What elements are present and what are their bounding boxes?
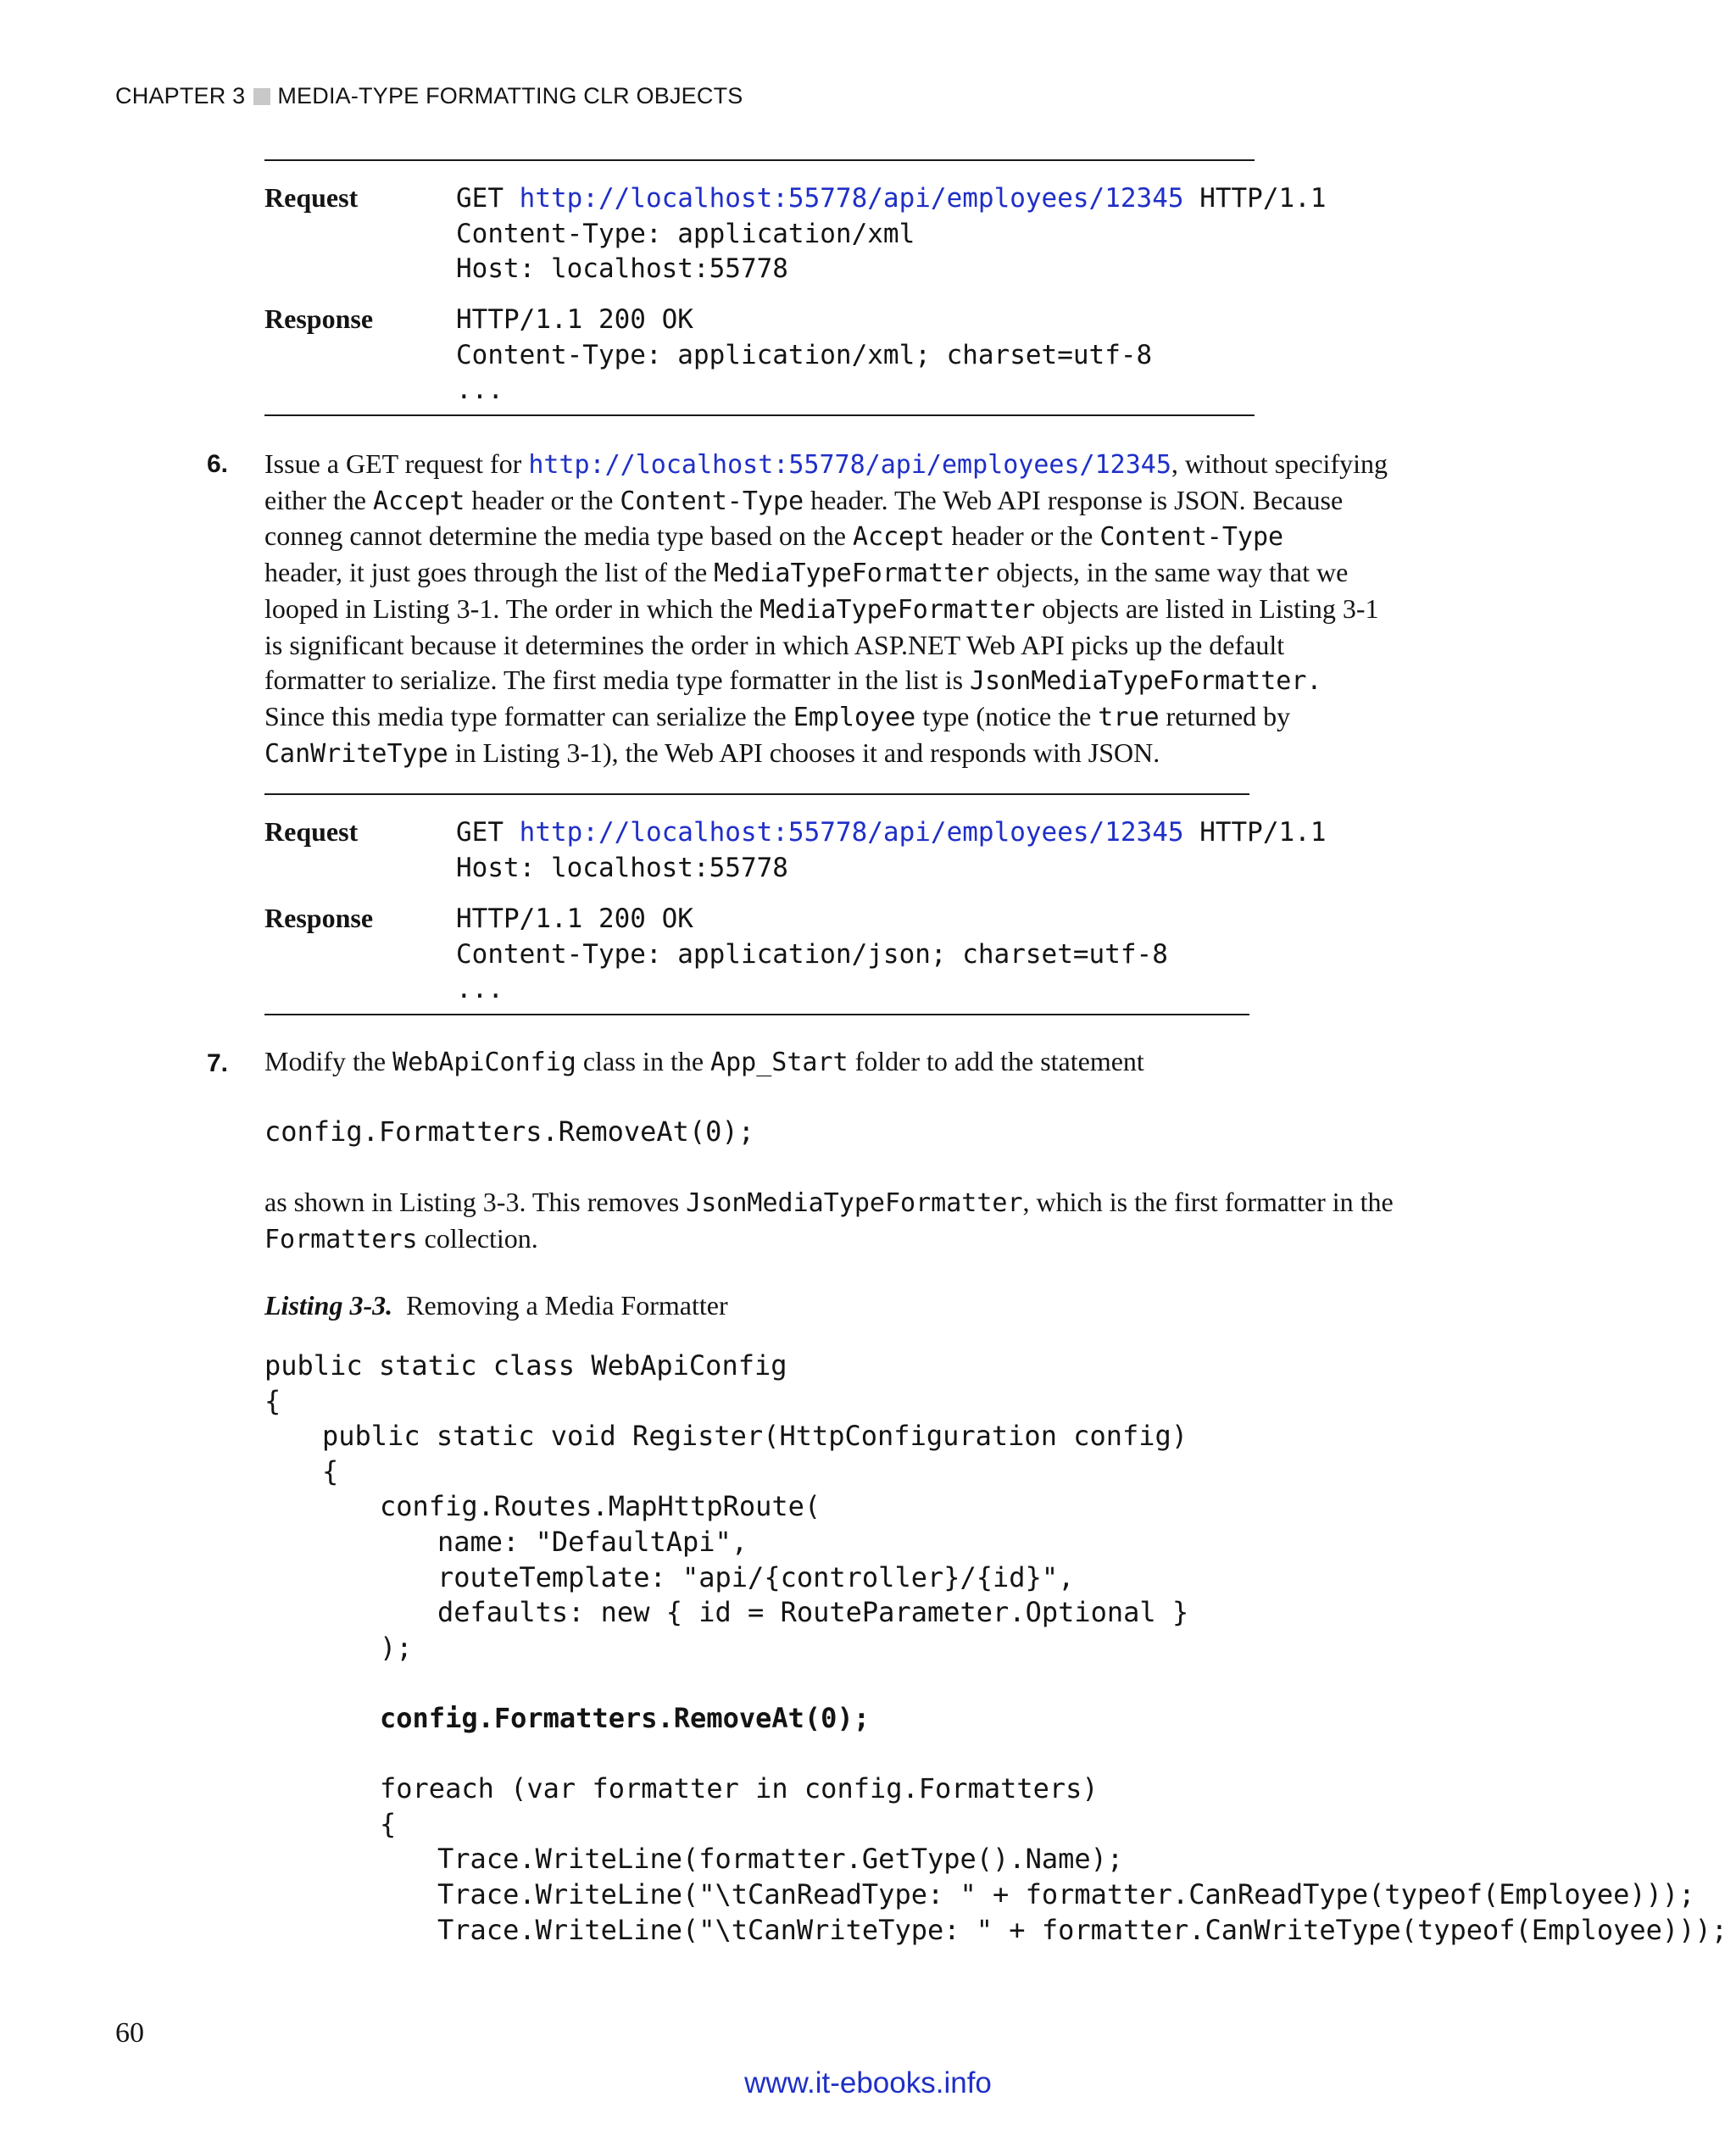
paragraph-line: Formatters collection. <box>264 1222 538 1254</box>
code-line: Trace.WriteLine("\tCanReadType: " + formatter.CanReadType(typeof(Employee))); <box>437 1878 1695 1910</box>
code-line: routeTemplate: "api/{controller}/{id}", <box>437 1560 1075 1593</box>
table1-request-line-2: Content-Type: application/xml <box>456 219 915 249</box>
code-line: public static void Register(HttpConfiguration config) <box>322 1420 1188 1453</box>
paragraph-line: conneg cannot determine the media type based on the Accept header or the Content-Type <box>264 520 1284 553</box>
table1-request-line-3: Host: localhost:55778 <box>456 253 788 284</box>
code-line: { <box>264 1384 281 1417</box>
paragraph-line: Since this media type formatter can serialize the Employee type (notice the true returned by <box>264 700 1291 732</box>
listing-caption <box>264 1290 728 1321</box>
code-line: foreach (var formatter in config.Formatters) <box>380 1772 1099 1805</box>
paragraph-line: is significant because it determines the order in which ASP.NET Web API picks up the default <box>264 629 1285 660</box>
table2-response-line-3: ... <box>456 974 504 1004</box>
chapter-label: CHAPTER 3 <box>115 83 246 108</box>
table2-request-line-2: Host: localhost:55778 <box>456 853 788 883</box>
code-line: { <box>322 1454 339 1488</box>
step-6-number: 6. <box>207 450 229 478</box>
table1-response-label: Response <box>264 303 374 334</box>
paragraph-line: as shown in Listing 3-3. This removes JsonMediaTypeFormatter, which is the first formatter in the <box>264 1187 1394 1218</box>
step-7-after-text <box>264 1185 1394 1257</box>
code-line: { <box>380 1807 397 1840</box>
running-header <box>115 83 743 109</box>
page-number: 60 <box>115 2017 144 2049</box>
table2-request-label: Request <box>264 816 359 847</box>
table1-response-line-1: HTTP/1.1 200 OK <box>456 304 693 335</box>
paragraph-line: header, it just goes through the list of the MediaTypeFormatter objects, in the same way that we <box>264 557 1349 589</box>
table1-response-line-2: Content-Type: application/xml; charset=utf-8 <box>456 340 1153 370</box>
table1-top-rule <box>264 159 1255 161</box>
step-7-intro: Modify the WebApiConfig class in the App_Start folder to add the statement <box>264 1046 1144 1077</box>
paragraph-line: either the Accept header or the Content-Type header. The Web API response is JSON. Because <box>264 484 1344 516</box>
table1-response-line-3: ... <box>456 375 504 405</box>
listing-label: Listing 3-3. <box>264 1290 393 1321</box>
request-url-link[interactable]: http://localhost:55778/api/employees/12345 <box>519 817 1184 848</box>
table2-response-line-2: Content-Type: application/json; charset=utf-8 <box>456 939 1168 970</box>
step-7-number: 7. <box>207 1049 229 1077</box>
table2-request-line-1: GET http://localhost:55778/api/employees/12345 HTTP/1.1 <box>456 817 1327 848</box>
table2-top-rule <box>264 793 1249 795</box>
code-line: ); <box>380 1631 413 1664</box>
code-line: public static class WebApiConfig <box>264 1349 787 1382</box>
code-line: config.Routes.MapHttpRoute( <box>380 1490 821 1523</box>
step-7-statement: config.Formatters.RemoveAt(0); <box>264 1115 754 1148</box>
paragraph-line: CanWriteType in Listing 3-1), the Web API chooses it and responds with JSON. <box>264 737 1160 769</box>
square-bullet-icon <box>253 88 270 105</box>
request-url-link[interactable]: http://localhost:55778/api/employees/12345 <box>519 183 1184 214</box>
table1-request-label: Request <box>264 182 359 213</box>
listing-title: Removing a Media Formatter <box>406 1290 728 1321</box>
paragraph-line: looped in Listing 3-1. The order in which the MediaTypeFormatter objects are listed in Listing 3-1 <box>264 592 1379 625</box>
step-6-paragraph <box>264 447 1388 771</box>
table1-request-line-1: GET http://localhost:55778/api/employees/12345 HTTP/1.1 <box>456 183 1327 214</box>
code-line: Trace.WriteLine("\tCanWriteType: " + formatter.CanWriteType(typeof(Employee))); <box>437 1913 1728 1946</box>
paragraph-line: formatter to serialize. The first media type formatter in the list is JsonMediaTypeFormatter. <box>264 665 1322 697</box>
paragraph-line: Issue a GET request for http://localhost:55778/api/employees/12345, without specifying <box>264 448 1388 480</box>
table2-response-line-1: HTTP/1.1 200 OK <box>456 904 693 934</box>
code-line: defaults: new { id = RouteParameter.Optional } <box>437 1596 1189 1629</box>
table1-bottom-rule <box>264 414 1255 416</box>
chapter-title: MEDIA-TYPE FORMATTING CLR OBJECTS <box>277 83 743 108</box>
table2-response-label: Response <box>264 903 374 933</box>
table2-bottom-rule <box>264 1014 1249 1015</box>
code-line: Trace.WriteLine(formatter.GetType().Name); <box>437 1843 1124 1876</box>
inline-url-link[interactable]: http://localhost:55778/api/employees/12345 <box>528 450 1171 480</box>
code-line: name: "DefaultApi", <box>437 1526 748 1558</box>
footer-link[interactable]: www.it-ebooks.info <box>744 2066 992 2099</box>
code-line: config.Formatters.RemoveAt(0); <box>380 1702 870 1734</box>
